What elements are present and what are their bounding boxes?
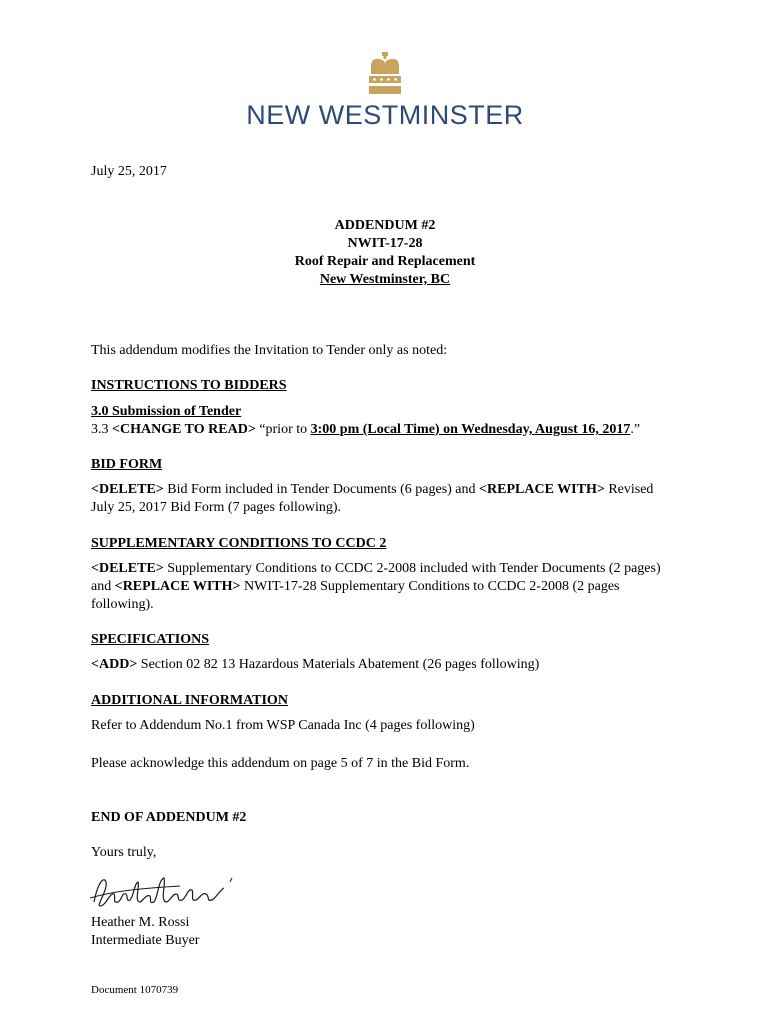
- bid-form-line-1: [91, 481, 653, 499]
- delete-tag: <DELETE>: [91, 482, 164, 497]
- section-heading: SUPPLEMENTARY CONDITIONS TO CCDC 2: [91, 536, 387, 551]
- section-specifications: [91, 631, 539, 674]
- section-heading: ADDITIONAL INFORMATION: [91, 693, 288, 708]
- bid-form-line-2: July 25, 2017 Bid Form (7 pages following).: [91, 500, 342, 515]
- crown-icon: [365, 52, 405, 96]
- section-heading: INSTRUCTIONS TO BIDDERS: [91, 378, 287, 393]
- deadline-text: 3:00 pm (Local Time) on Wednesday, August 16, 2017: [310, 422, 631, 437]
- organization-name: NEW WESTMINSTER: [246, 100, 524, 130]
- signer-block: [91, 914, 199, 950]
- add-tag: <ADD>: [91, 657, 138, 672]
- end-of-addendum: END OF ADDENDUM #2: [91, 810, 247, 825]
- text-segment: Supplementary Conditions to CCDC 2-2008 included with Tender Documents (2 pages): [163, 561, 661, 576]
- section-supplementary: [91, 535, 661, 614]
- signer-role: Intermediate Buyer: [91, 933, 200, 948]
- document-title: [0, 217, 770, 289]
- letterhead-logo: [0, 52, 770, 131]
- title-line-3: Roof Repair and Replacement: [294, 254, 476, 269]
- signer-name: Heather M. Rossi: [91, 915, 190, 930]
- text-segment: and: [91, 579, 115, 594]
- specifications-line: [91, 656, 539, 674]
- supplementary-line-2: [91, 578, 661, 596]
- text-segment: Revised: [604, 482, 654, 497]
- document-footer: Document 1070739: [91, 984, 179, 996]
- section-bid-form: [91, 456, 653, 517]
- section-additional: [91, 692, 475, 735]
- signature-image: [88, 872, 238, 912]
- acknowledge-text: Please acknowledge this addendum on page 5 of 7 in the Bid Form.: [91, 756, 470, 771]
- replace-tag: <REPLACE WITH>: [114, 579, 241, 594]
- section-heading: SPECIFICATIONS: [91, 632, 209, 647]
- instruction-item: [91, 421, 640, 439]
- replace-tag: <REPLACE WITH>: [479, 482, 605, 497]
- closing-text: Yours truly,: [91, 845, 157, 860]
- supplementary-line-1: [91, 560, 661, 578]
- additional-line: Refer to Addendum No.1 from WSP Canada Inc (4 pages following): [91, 718, 475, 733]
- intro-text: This addendum modifies the Invitation to Tender only as noted:: [91, 343, 448, 358]
- delete-tag: <DELETE>: [91, 561, 164, 576]
- title-line-4: New Westminster, BC: [319, 272, 451, 287]
- text-segment: Section 02 82 13 Hazardous Materials Abatement (26 pages following): [137, 657, 540, 672]
- item-end: .”: [630, 422, 641, 437]
- change-tag: <CHANGE TO READ>: [112, 422, 256, 437]
- title-line-2: NWIT-17-28: [347, 236, 423, 251]
- text-segment: NWIT-17-28 Supplementary Conditions to CCDC 2-2008 (2 pages: [240, 579, 620, 594]
- item-text: “prior to: [255, 422, 311, 437]
- section-subheading: 3.0 Submission of Tender: [91, 404, 242, 419]
- section-instructions: [91, 377, 640, 439]
- item-number: 3.3: [91, 422, 112, 437]
- supplementary-line-3: following).: [91, 597, 154, 612]
- title-line-1: ADDENDUM #2: [334, 218, 436, 233]
- text-segment: Bid Form included in Tender Documents (6 pages) and: [163, 482, 480, 497]
- section-heading: BID FORM: [91, 457, 163, 472]
- letter-date: July 25, 2017: [91, 164, 167, 179]
